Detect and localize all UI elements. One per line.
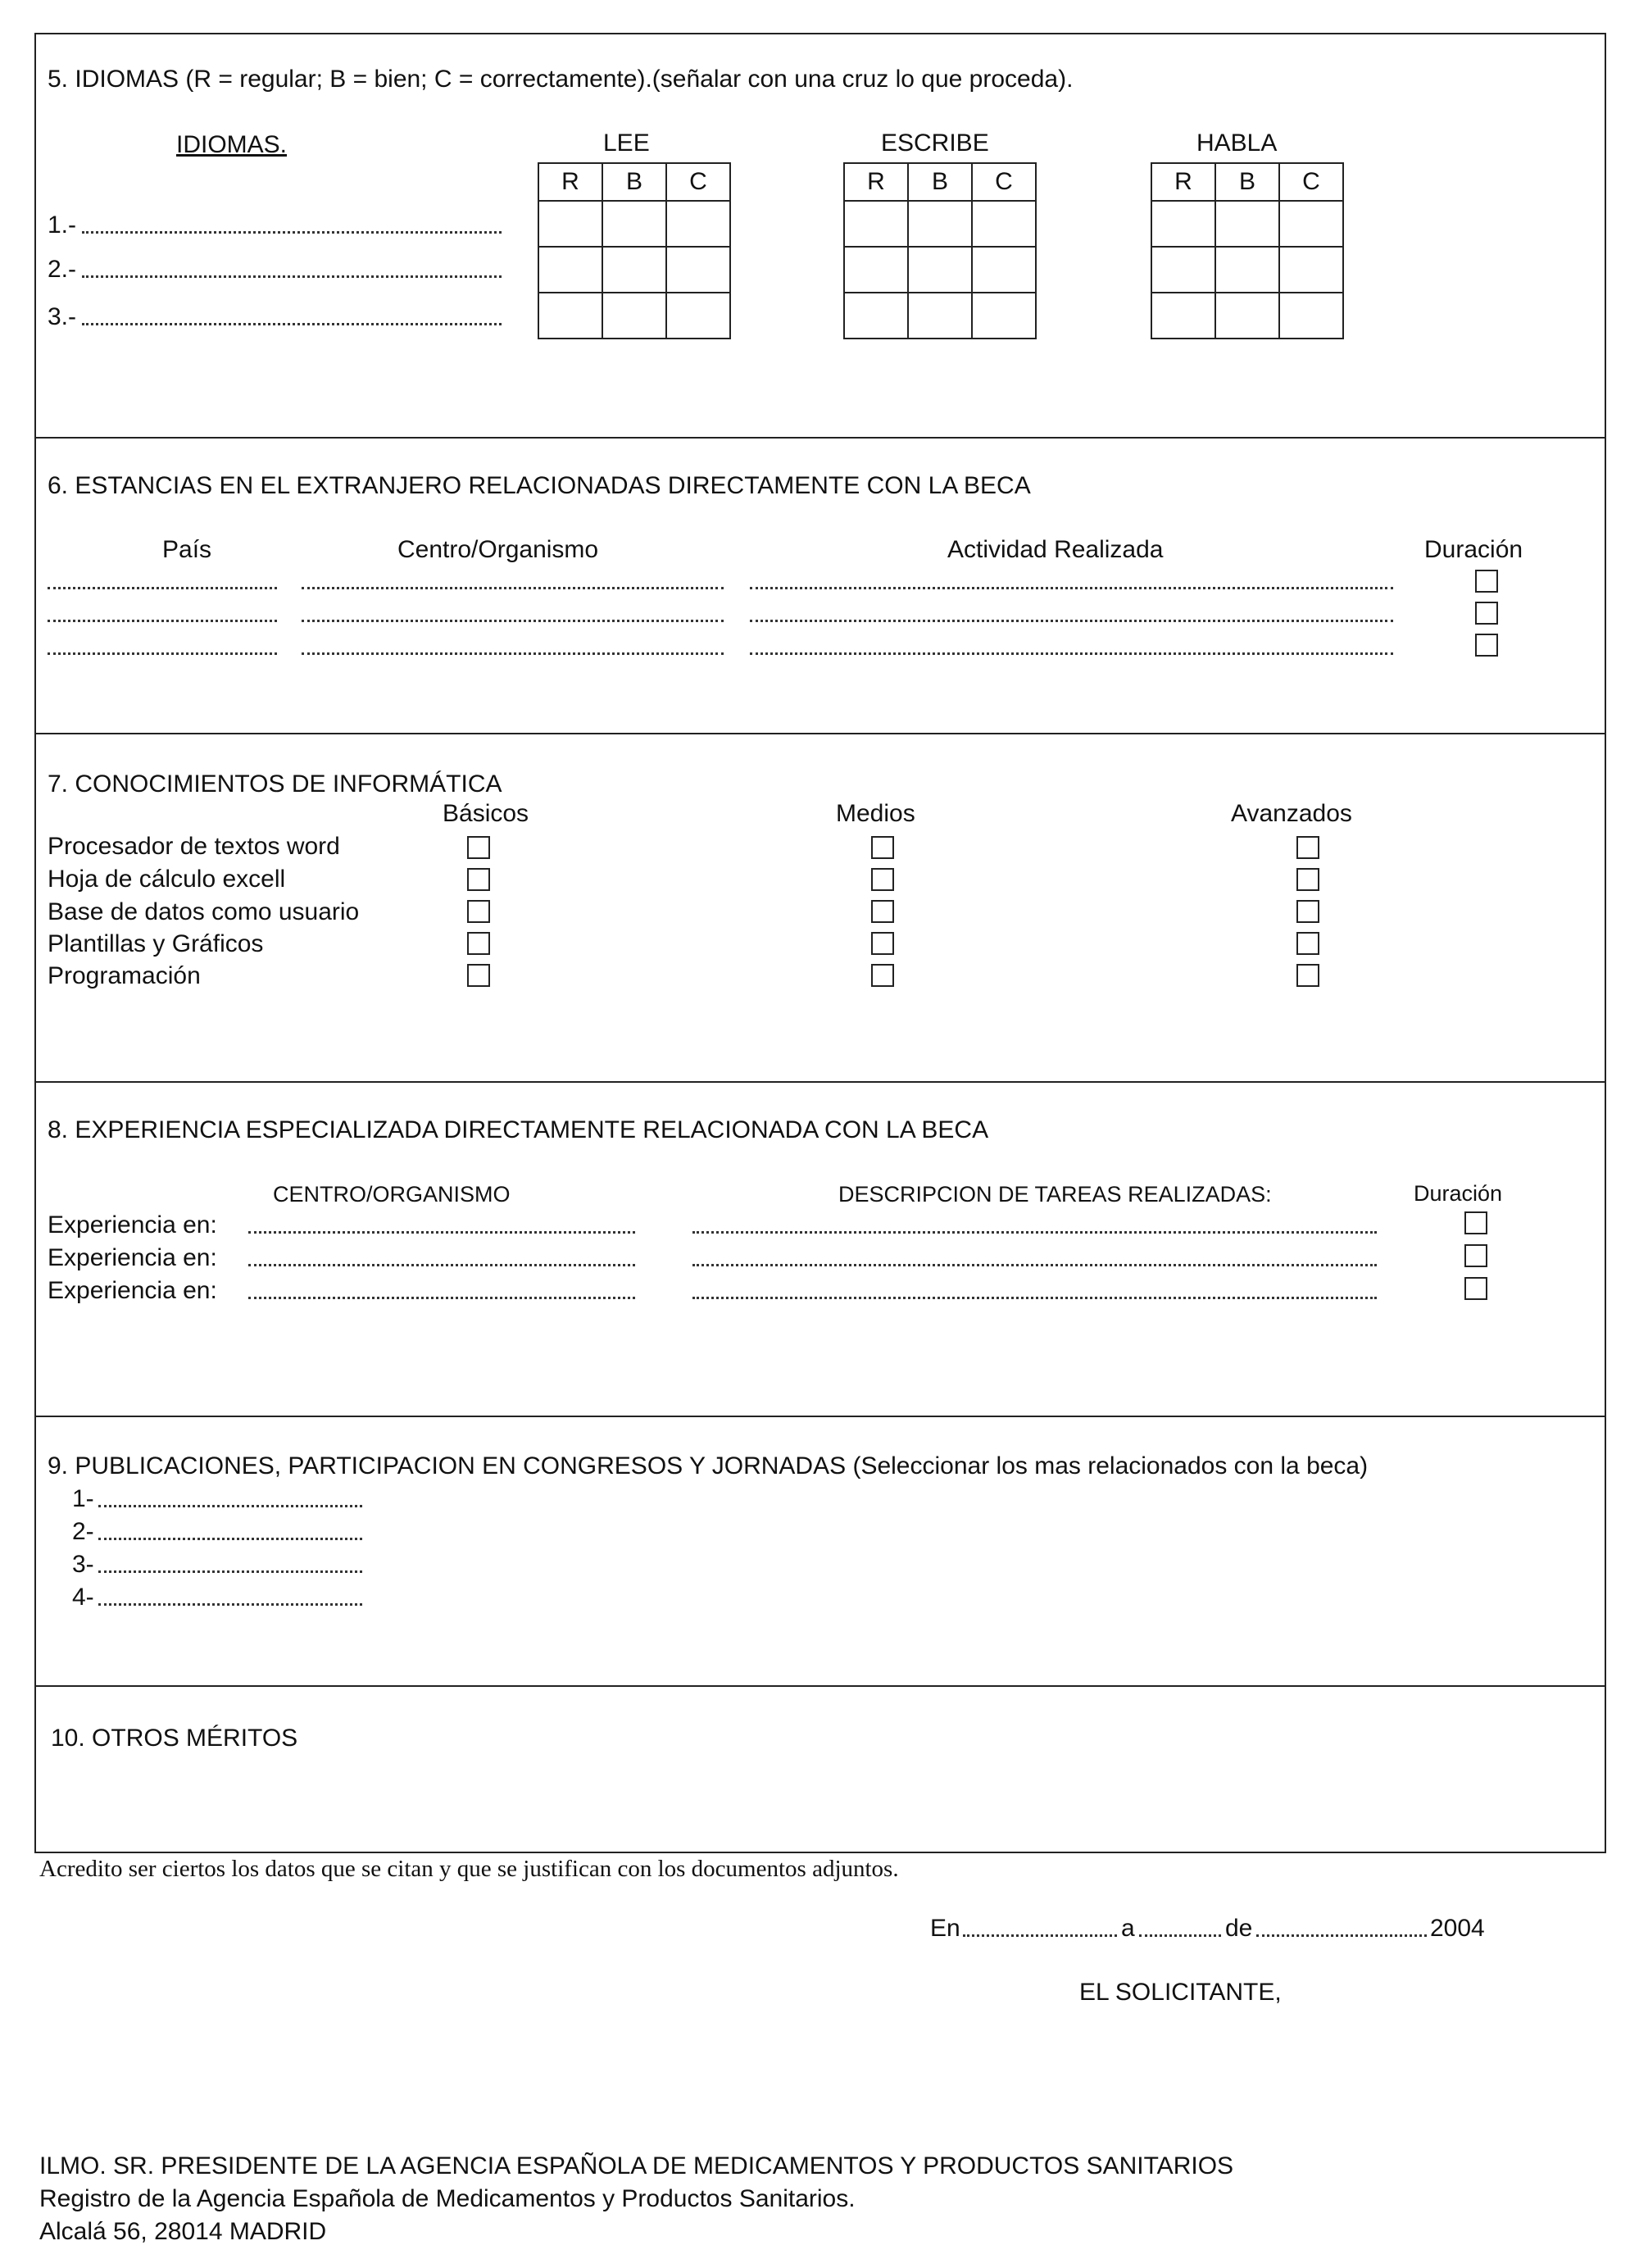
publication-number: 1- <box>72 1485 94 1512</box>
actividad-field[interactable] <box>750 620 1393 622</box>
grid-cell[interactable] <box>538 247 602 293</box>
grid-cell[interactable] <box>972 201 1036 247</box>
grid-cell[interactable] <box>844 247 908 293</box>
language-1-field[interactable] <box>82 231 502 234</box>
medios-checkbox[interactable] <box>871 868 894 891</box>
grid-cell[interactable] <box>1279 293 1343 339</box>
experience-centro-field[interactable] <box>248 1231 635 1234</box>
grid-letter-b: B <box>602 163 666 201</box>
place-prefix: En <box>930 1915 960 1942</box>
actividad-header: Actividad Realizada <box>947 536 1164 563</box>
centro-field[interactable] <box>302 620 724 622</box>
language-row-number: 3.- <box>48 303 77 330</box>
publication-field[interactable] <box>98 1505 362 1507</box>
day-prefix: a <box>1121 1915 1135 1942</box>
section-6-title: 6. ESTANCIAS EN EL EXTRANJERO RELACIONADAS DIRECTAMENTE CON LA BECA <box>48 472 1031 499</box>
grid-cell[interactable] <box>1279 201 1343 247</box>
section-10-box <box>34 1685 1606 1853</box>
centro-field[interactable] <box>302 652 724 655</box>
grid-cell[interactable] <box>1151 293 1215 339</box>
grid-letter-c: C <box>972 163 1036 201</box>
section-5-box <box>34 33 1606 439</box>
medios-header: Medios <box>836 800 915 827</box>
idiomas-column-header: IDIOMAS. <box>176 131 288 158</box>
duracion-header: Duración <box>1424 536 1523 563</box>
addressee-text: ILMO. SR. PRESIDENTE DE LA AGENCIA ESPAÑOLA DE MEDICAMENTOS Y PRODUCTOS SANITARIOS <box>39 2152 1234 2179</box>
grid-letter-c: C <box>666 163 730 201</box>
publication-field[interactable] <box>98 1570 362 1573</box>
grid-letter-b: B <box>908 163 972 201</box>
skill-label: Base de datos como usuario <box>48 898 360 925</box>
grid-letter-r: R <box>1151 163 1215 201</box>
pais-header: País <box>162 536 212 563</box>
lee-grid <box>538 162 731 339</box>
experience-centro-field[interactable] <box>248 1297 635 1299</box>
grid-cell[interactable] <box>972 247 1036 293</box>
basicos-header: Básicos <box>443 800 529 827</box>
publication-field[interactable] <box>98 1603 362 1606</box>
language-3-field[interactable] <box>82 323 502 325</box>
grid-cell[interactable] <box>602 247 666 293</box>
basicos-checkbox[interactable] <box>467 836 490 859</box>
month-field[interactable] <box>1256 1934 1427 1937</box>
month-prefix: de <box>1225 1915 1253 1942</box>
grid-cell[interactable] <box>666 201 730 247</box>
place-field[interactable] <box>963 1934 1117 1937</box>
grid-cell[interactable] <box>1279 247 1343 293</box>
avanzados-checkbox[interactable] <box>1296 964 1319 987</box>
grid-cell[interactable] <box>666 247 730 293</box>
descripcion-header: DESCRIPCION DE TAREAS REALIZADAS: <box>838 1182 1272 1207</box>
skill-label: Hoja de cálculo excell <box>48 866 286 893</box>
year-text: 2004 <box>1430 1915 1485 1942</box>
section-8-title: 8. EXPERIENCIA ESPECIALIZADA DIRECTAMENTE RELACIONADA CON LA BECA <box>48 1116 989 1143</box>
grid-cell[interactable] <box>844 293 908 339</box>
grid-cell[interactable] <box>1151 247 1215 293</box>
actividad-field[interactable] <box>750 587 1393 589</box>
centro-field[interactable] <box>302 587 724 589</box>
duracion-checkbox[interactable] <box>1464 1277 1487 1300</box>
publication-number: 3- <box>72 1551 94 1578</box>
experience-centro-field[interactable] <box>248 1264 635 1266</box>
duracion-checkbox[interactable] <box>1475 634 1498 657</box>
section-7-title: 7. CONOCIMIENTOS DE INFORMÁTICA <box>48 770 502 798</box>
medios-checkbox[interactable] <box>871 836 894 859</box>
avanzados-header: Avanzados <box>1231 800 1352 827</box>
avanzados-checkbox[interactable] <box>1296 836 1319 859</box>
medios-checkbox[interactable] <box>871 964 894 987</box>
publication-number: 2- <box>72 1518 94 1545</box>
grid-cell[interactable] <box>908 247 972 293</box>
basicos-checkbox[interactable] <box>467 900 490 923</box>
avanzados-checkbox[interactable] <box>1296 868 1319 891</box>
publication-number: 4- <box>72 1584 94 1611</box>
publication-field[interactable] <box>98 1538 362 1540</box>
duracion-checkbox[interactable] <box>1464 1244 1487 1267</box>
experience-tareas-field[interactable] <box>692 1297 1377 1299</box>
grid-cell[interactable] <box>972 293 1036 339</box>
centro-header: Centro/Organismo <box>397 536 599 563</box>
avanzados-checkbox[interactable] <box>1296 932 1319 955</box>
registry-text: Registro de la Agencia Española de Medicamentos y Productos Sanitarios. <box>39 2185 856 2212</box>
basicos-checkbox[interactable] <box>467 932 490 955</box>
section-10-title: 10. OTROS MÉRITOS <box>51 1725 298 1752</box>
medios-checkbox[interactable] <box>871 932 894 955</box>
day-field[interactable] <box>1139 1934 1221 1937</box>
experience-label: Experiencia en: <box>48 1244 217 1271</box>
duracion-header: Duración <box>1414 1181 1503 1206</box>
duracion-checkbox[interactable] <box>1464 1211 1487 1234</box>
grid-letter-c: C <box>1279 163 1343 201</box>
skill-label: Programación <box>48 962 201 989</box>
medios-checkbox[interactable] <box>871 900 894 923</box>
grid-letter-b: B <box>1215 163 1279 201</box>
avanzados-checkbox[interactable] <box>1296 900 1319 923</box>
grid-letter-r: R <box>844 163 908 201</box>
language-row-number: 2.- <box>48 256 77 283</box>
centro-organismo-header: CENTRO/ORGANISMO <box>273 1182 511 1207</box>
language-2-field[interactable] <box>82 275 502 278</box>
grid-cell[interactable] <box>1215 201 1279 247</box>
grid-letter-r: R <box>538 163 602 201</box>
habla-grid <box>1151 162 1344 339</box>
section-9-title: 9. PUBLICACIONES, PARTICIPACION EN CONGRESOS Y JORNADAS (Seleccionar los mas relacionados con la beca) <box>48 1452 1369 1479</box>
duracion-checkbox[interactable] <box>1475 570 1498 593</box>
skill-label: Plantillas y Gráficos <box>48 930 264 957</box>
grid-cell[interactable] <box>844 201 908 247</box>
grid-cell[interactable] <box>602 201 666 247</box>
grid-cell[interactable] <box>1151 201 1215 247</box>
grid-cell[interactable] <box>538 293 602 339</box>
experience-tareas-field[interactable] <box>692 1231 1377 1234</box>
basicos-checkbox[interactable] <box>467 964 490 987</box>
signer-label: EL SOLICITANTE, <box>1079 1979 1282 2006</box>
experience-label: Experiencia en: <box>48 1211 217 1239</box>
grid-cell[interactable] <box>538 201 602 247</box>
pais-field[interactable] <box>48 620 277 622</box>
experience-label: Experiencia en: <box>48 1277 217 1304</box>
escribe-grid <box>843 162 1037 339</box>
address-text: Alcalá 56, 28014 MADRID <box>39 2218 327 2245</box>
basicos-checkbox[interactable] <box>467 868 490 891</box>
actividad-field[interactable] <box>750 652 1393 655</box>
declaration-text: Acredito ser ciertos los datos que se citan y que se justifican con los documentos adjuntos. <box>39 1856 899 1882</box>
grid-cell[interactable] <box>602 293 666 339</box>
duracion-checkbox[interactable] <box>1475 602 1498 625</box>
experience-tareas-field[interactable] <box>692 1264 1377 1266</box>
section-5-title: 5. IDIOMAS (R = regular; B = bien; C = correctamente).(señalar con una cruz lo que proceda). <box>48 66 1074 93</box>
language-row-number: 1.- <box>48 211 77 239</box>
grid-cell[interactable] <box>908 293 972 339</box>
pais-field[interactable] <box>48 652 277 655</box>
escribe-header: ESCRIBE <box>881 130 989 157</box>
pais-field[interactable] <box>48 587 277 589</box>
lee-header: LEE <box>603 130 650 157</box>
skill-label: Procesador de textos word <box>48 833 340 860</box>
grid-cell[interactable] <box>908 201 972 247</box>
habla-header: HABLA <box>1196 130 1278 157</box>
grid-cell[interactable] <box>1215 247 1279 293</box>
grid-cell[interactable] <box>1215 293 1279 339</box>
grid-cell[interactable] <box>666 293 730 339</box>
